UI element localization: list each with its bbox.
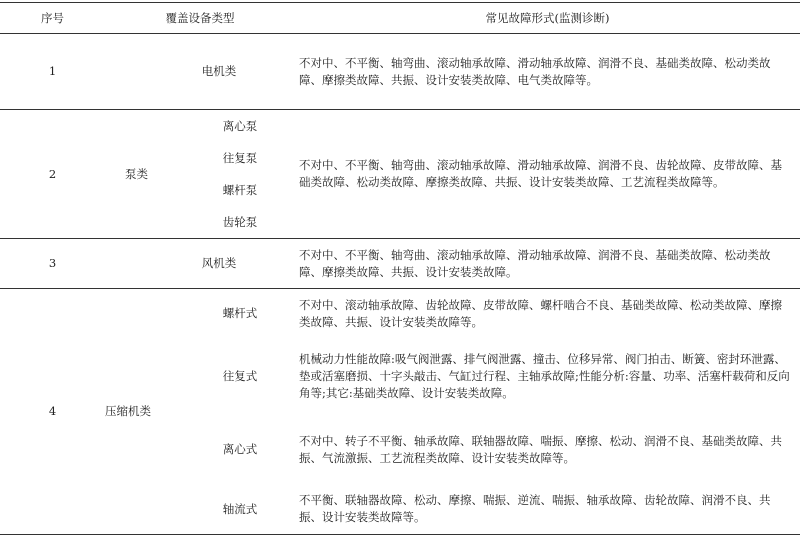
row-faults: 不对中、不平衡、轴弯曲、滚动轴承故障、滑动轴承故障、润滑不良、基础类故障、松动类故障、摩擦类故障、共振、设计安装类故障。: [295, 239, 800, 289]
fault-table: [0, 2, 800, 535]
row-category: 泵类: [105, 110, 185, 239]
table-header-row: [0, 3, 800, 34]
subtype-name: 螺杆式: [222, 306, 258, 321]
row-faults: 不对中、不平衡、轴弯曲、滚动轴承故障、滑动轴承故障、润滑不良、齿轮故障、皮带故障、基础类故障、松动类故障、摩擦类故障、共振、设计安装类故障、工艺流程类故障等。: [295, 110, 800, 239]
row-number: 1: [0, 34, 105, 110]
subtype-item: 往复泵: [222, 151, 258, 165]
header-no: 序号: [0, 3, 105, 34]
subtype-item: 螺杆泵: [222, 183, 258, 197]
row-category: 电机类: [105, 34, 295, 110]
table-row: [0, 239, 800, 289]
row-faults: 不对中、不平衡、轴弯曲、滚动轴承故障、滑动轴承故障、润滑不良、基础类故障、松动类故障、摩擦类故障、共振、设计安装类故障、电气类故障等。: [295, 34, 800, 110]
row-number: 4: [0, 289, 105, 535]
row-category: 风机类: [105, 239, 295, 289]
subtype-name: 往复式: [222, 369, 258, 383]
subtype-faults: 不平衡、联轴器故障、松动、摩擦、喘振、逆流、喘振、轴承故障、齿轮故障、润滑不良、共振、设计安装类故障等。: [295, 485, 800, 535]
header-category: 覆盖设备类型: [105, 3, 295, 34]
subtype-faults: 不对中、转子不平衡、轴承故障、联轴器故障、喘振、摩擦、松动、润滑不良、基础类故障、共振、气流激振、工艺流程类故障、设计安装类故障等。: [299, 433, 782, 465]
subtype-faults: 机械动力性能故障:吸气阀泄露、排气阀泄露、撞击、位移异常、阀门拍击、断簧、密封环泄露、垫或活塞磨损、十字头敲击、气缸过行程、主轴承故障;性能分析:容量、功率、活塞杆载荷和反向角等;其它:基础类故障、设计安装类故障。: [299, 352, 790, 400]
table-row: [0, 289, 800, 339]
subtype-item: 齿轮泵: [222, 215, 258, 229]
row-category: 压缩机类: [105, 289, 185, 535]
row-subtype-list: [185, 110, 295, 239]
subtype-name: 离心式: [222, 442, 258, 456]
subtype-name: 轴流式: [185, 485, 295, 535]
table-row: [0, 110, 800, 239]
header-faults: 常见故障形式(监测诊断): [295, 3, 800, 34]
table-row: [0, 34, 800, 110]
row-number: 2: [0, 110, 105, 239]
subtype-faults: 不对中、滚动轴承故障、齿轮故障、皮带故障、螺杆啮合不良、基础类故障、松动类故障、摩擦类故障、共振、设计安装类故障等。: [299, 297, 782, 329]
subtype-item: 离心泵: [222, 119, 258, 133]
row-number: 3: [0, 239, 105, 289]
